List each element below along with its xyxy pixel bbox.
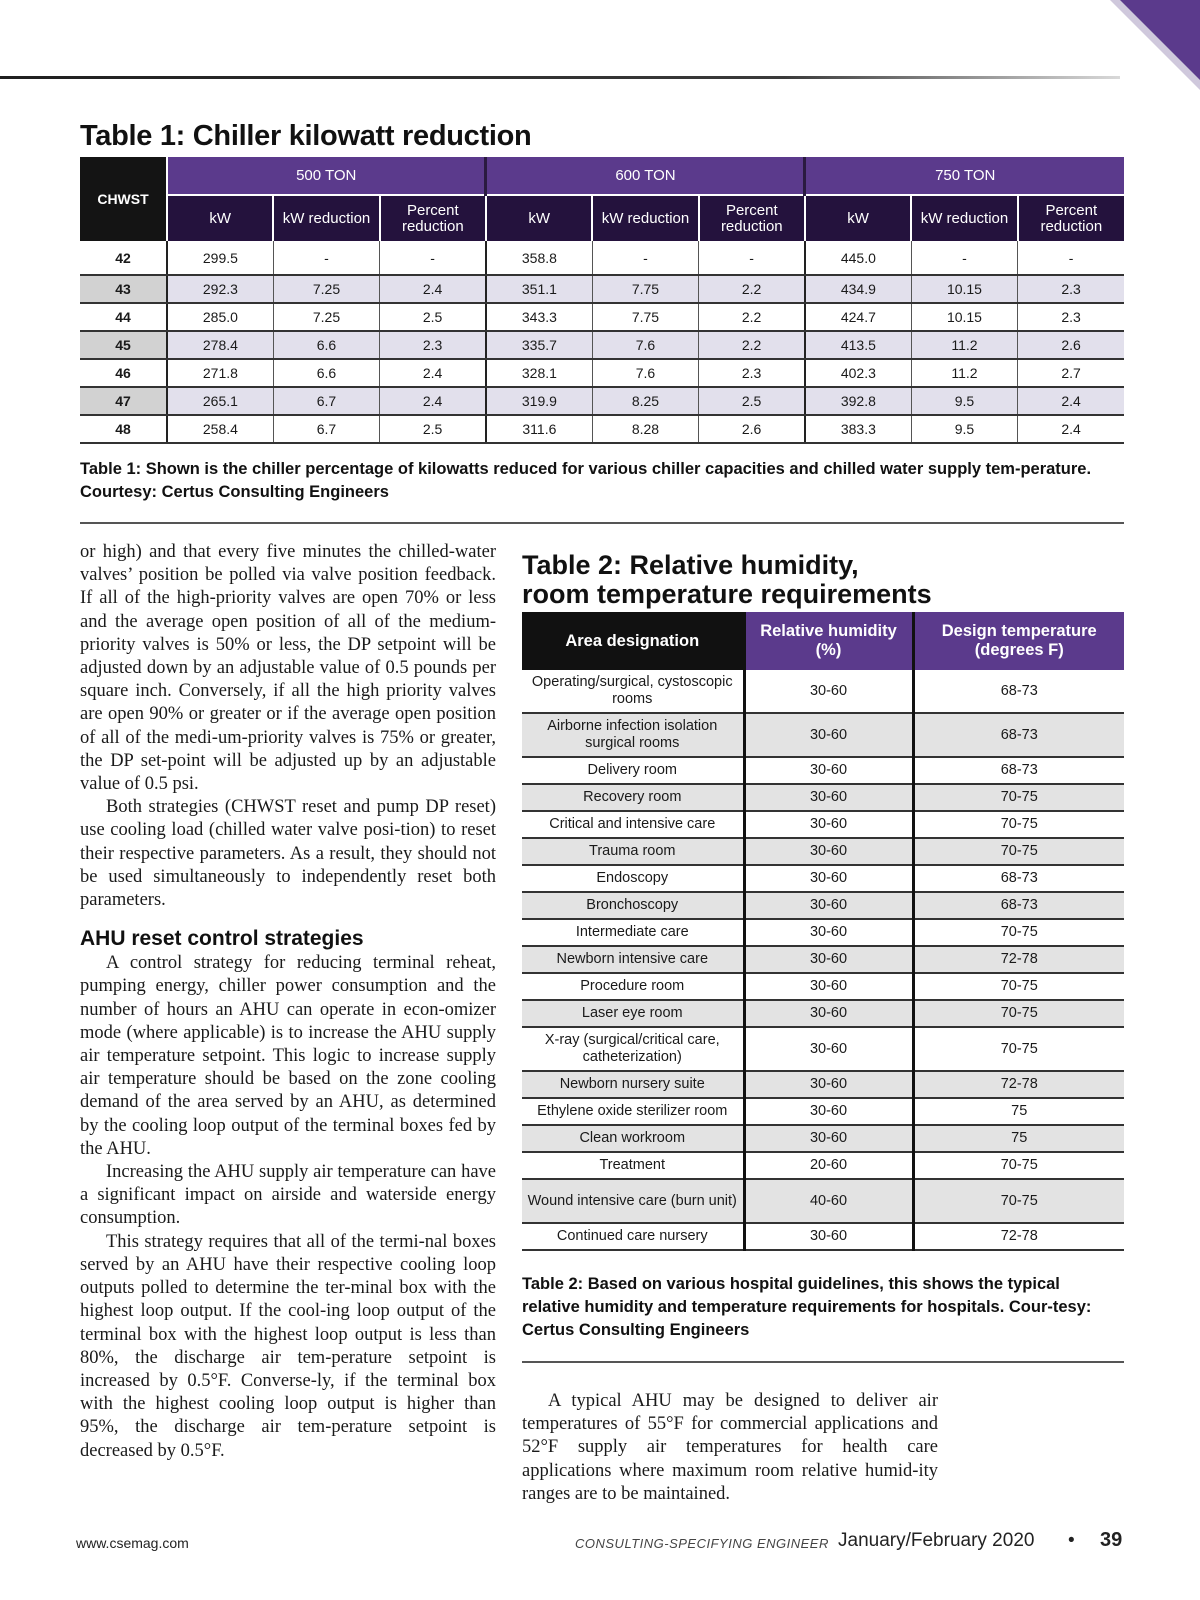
table-cell: 6.7 — [273, 387, 379, 415]
table1-caption: Table 1: Shown is the chiller percentage of kilowatts reduced for various chiller capacities and chilled water supply tem-perature. Courtesy: Certus Consulting Engineers — [80, 460, 1092, 501]
table-cell: 424.7 — [805, 303, 911, 331]
table-cell: 258.4 — [167, 415, 273, 443]
footer-date: January/February 2020 — [838, 1530, 1035, 1551]
table-cell: 2.2 — [699, 303, 805, 331]
table-row — [522, 1152, 1124, 1179]
right-column — [522, 1390, 938, 1506]
row-header-cell: 48 — [80, 415, 167, 443]
table-cell: 8.25 — [592, 387, 698, 415]
table-cell: 20-60 — [744, 1152, 913, 1179]
table-row — [522, 1125, 1124, 1152]
table-cell: 68-73 — [913, 713, 1124, 757]
table1-subheader: kW reduction — [911, 195, 1017, 241]
paragraph: This strategy requires that all of the termi-nal boxes served by an AHU have their respective cooling loop outputs polled to determine the ter-minal box with the highest loop output. If the cool-ing loop output of the terminal box with the highest loop output is less than 80%, the discharge air tem-perature setpoint is increased by 0.5°F. Converse-ly, if the terminal box with the highest cooling loop output is higher than 95%, the discharge air tem-perature setpoint is decreased by 0.5°F. — [80, 1231, 496, 1461]
table-cell: 70-75 — [913, 1152, 1124, 1179]
table-cell: 2.3 — [699, 359, 805, 387]
table-cell: 434.9 — [805, 275, 911, 303]
table-cell: 30-60 — [744, 1125, 913, 1152]
table-cell: 30-60 — [744, 946, 913, 973]
table-cell: 30-60 — [744, 713, 913, 757]
table-cell: 299.5 — [167, 241, 273, 275]
table-cell: 2.3 — [1018, 303, 1124, 331]
table-cell: 271.8 — [167, 359, 273, 387]
table-cell: 30-60 — [744, 757, 913, 784]
table-cell: 7.25 — [273, 275, 379, 303]
caption-rule — [522, 1361, 1124, 1363]
table-cell: 7.6 — [592, 359, 698, 387]
table1-subheader: kW — [167, 195, 273, 241]
table-row — [522, 919, 1124, 946]
table-cell: Continued care nursery — [522, 1223, 744, 1250]
table-cell: 75 — [913, 1125, 1124, 1152]
table-cell: 9.5 — [911, 415, 1017, 443]
table-cell: Delivery room — [522, 757, 744, 784]
table-cell: 70-75 — [913, 1000, 1124, 1027]
table-cell: 70-75 — [913, 973, 1124, 1000]
table-cell: Endoscopy — [522, 865, 744, 892]
table-cell: 30-60 — [744, 973, 913, 1000]
table-cell: Ethylene oxide sterilizer room — [522, 1098, 744, 1125]
table-cell: 2.6 — [699, 415, 805, 443]
table-cell: 2.3 — [380, 331, 486, 359]
table-cell: 30-60 — [744, 784, 913, 811]
table1-row-header: CHWST — [80, 157, 167, 241]
table-cell: 2.5 — [380, 303, 486, 331]
table-cell: 10.15 — [911, 303, 1017, 331]
table-row — [522, 811, 1124, 838]
table-cell: X-ray (surgical/critical care, catheterization) — [522, 1027, 744, 1071]
table2-header-temperature: Design temperature (degrees F) — [913, 612, 1124, 670]
table1-group-750: 750 TON — [805, 157, 1124, 195]
header-rule — [0, 76, 1120, 79]
table-cell: 6.6 — [273, 331, 379, 359]
table-row — [522, 713, 1124, 757]
table-cell: 413.5 — [805, 331, 911, 359]
table-cell: 445.0 — [805, 241, 911, 275]
table-cell: - — [699, 241, 805, 275]
table-cell: 9.5 — [911, 387, 1017, 415]
table-row — [522, 892, 1124, 919]
table-row — [522, 838, 1124, 865]
table-cell: Clean workroom — [522, 1125, 744, 1152]
table-cell: 2.5 — [380, 415, 486, 443]
table-cell: 70-75 — [913, 811, 1124, 838]
footer-bullet: • — [1068, 1530, 1075, 1551]
table-cell: 70-75 — [913, 784, 1124, 811]
table-row — [80, 275, 1124, 303]
table-cell: 68-73 — [913, 670, 1124, 713]
table-cell: 72-78 — [913, 1223, 1124, 1250]
table-cell: 72-78 — [913, 1071, 1124, 1098]
table-row — [522, 865, 1124, 892]
table1-subheader: Percent reduction — [1018, 195, 1124, 241]
table-cell: 70-75 — [913, 1179, 1124, 1223]
table1-group-600: 600 TON — [486, 157, 805, 195]
paragraph: Both strategies (CHWST reset and pump DP reset) use cooling load (chilled water valve posi-tion) to reset their respective parameters. As a result, they should not be used simultaneously to independently reset both parameters. — [80, 797, 496, 911]
table-cell: 40-60 — [744, 1179, 913, 1223]
table-cell: 6.6 — [273, 359, 379, 387]
table-row — [522, 946, 1124, 973]
table-cell: 30-60 — [744, 1098, 913, 1125]
row-header-cell: 42 — [80, 241, 167, 275]
table-cell: 30-60 — [744, 811, 913, 838]
table-cell: 285.0 — [167, 303, 273, 331]
row-header-cell: 45 — [80, 331, 167, 359]
page-number: 39 — [1100, 1529, 1123, 1551]
table-cell: 7.25 — [273, 303, 379, 331]
paragraph: or high) and that every five minutes the chilled-water valves’ position be polled via valve position feedback. If all of the high-priority valves are open 70% or less and the average open position of all of the medium-priority valves is 50% or less, the DP setpoint will be adjusted down by an adjustable value of 0.5 pounds per square inch. Conversely, if all the high priority valves are open 90% or greater or if the average open position of all of the medi-um-priority valves is 75% or greater, the DP set-point will be adjusted up by an adjustable value of 0.5 psi. — [80, 542, 496, 795]
table-cell: - — [1018, 241, 1124, 275]
table-row — [80, 359, 1124, 387]
table-cell: 30-60 — [744, 838, 913, 865]
table-cell: 30-60 — [744, 919, 913, 946]
table-cell: - — [273, 241, 379, 275]
table-row — [522, 1071, 1124, 1098]
left-column — [80, 541, 496, 1463]
table-cell: 7.75 — [592, 303, 698, 331]
table-cell: 358.8 — [486, 241, 592, 275]
table-cell: Newborn nursery suite — [522, 1071, 744, 1098]
table-cell: 328.1 — [486, 359, 592, 387]
corner-decoration — [1110, 0, 1200, 90]
table-cell: 343.3 — [486, 303, 592, 331]
table1-subheader: kW reduction — [592, 195, 698, 241]
table-cell: 319.9 — [486, 387, 592, 415]
table-cell: 11.2 — [911, 331, 1017, 359]
table-cell: Wound intensive care (burn unit) — [522, 1179, 744, 1223]
table-cell: 292.3 — [167, 275, 273, 303]
table-cell: Laser eye room — [522, 1000, 744, 1027]
table-cell: 68-73 — [913, 892, 1124, 919]
table-cell: 351.1 — [486, 275, 592, 303]
table-cell: 30-60 — [744, 1071, 913, 1098]
table-cell: 265.1 — [167, 387, 273, 415]
table-row — [80, 331, 1124, 359]
table-cell: 7.75 — [592, 275, 698, 303]
row-header-cell: 43 — [80, 275, 167, 303]
table-cell: 2.4 — [380, 359, 486, 387]
table-row — [522, 973, 1124, 1000]
section-heading: AHU reset control strategies — [80, 927, 364, 951]
table-cell: Recovery room — [522, 784, 744, 811]
table-cell: 10.15 — [911, 275, 1017, 303]
table1-subheader: Percent reduction — [699, 195, 805, 241]
table-row — [80, 303, 1124, 331]
table-cell: 8.28 — [592, 415, 698, 443]
row-header-cell: 44 — [80, 303, 167, 331]
row-header-cell: 47 — [80, 387, 167, 415]
table-row — [522, 670, 1124, 713]
table-cell: 2.5 — [699, 387, 805, 415]
table-cell: 2.7 — [1018, 359, 1124, 387]
table2-title — [522, 551, 1122, 609]
table-row — [80, 415, 1124, 443]
table-cell: 402.3 — [805, 359, 911, 387]
table-row — [522, 1179, 1124, 1223]
table-cell: 2.4 — [1018, 415, 1124, 443]
table2-title-line2: room temperature requirements — [522, 579, 932, 609]
table-row — [522, 757, 1124, 784]
table-cell: Bronchoscopy — [522, 892, 744, 919]
table1-subheader: kW — [805, 195, 911, 241]
table-cell: 75 — [913, 1098, 1124, 1125]
table-cell: Critical and intensive care — [522, 811, 744, 838]
table-row — [522, 1000, 1124, 1027]
table-cell: 2.4 — [1018, 387, 1124, 415]
table1-subheader: kW reduction — [273, 195, 379, 241]
table-cell: Operating/surgical, cystoscopic rooms — [522, 670, 744, 713]
table-cell: 392.8 — [805, 387, 911, 415]
table-cell: 278.4 — [167, 331, 273, 359]
table-cell: 30-60 — [744, 1223, 913, 1250]
table-cell: 383.3 — [805, 415, 911, 443]
table-cell: 30-60 — [744, 892, 913, 919]
table2-header-humidity: Relative humidity (%) — [744, 612, 913, 670]
table2-header-area: Area designation — [522, 612, 744, 670]
table-cell: 2.2 — [699, 275, 805, 303]
table2-caption: Table 2: Based on various hospital guidelines, this shows the typical relative humidity and temperature requirements for hospitals. Cour-tesy: Certus Consulting Engineers — [522, 1275, 1092, 1339]
paragraph: A control strategy for reducing terminal reheat, pumping energy, chiller power consumption and the number of hours an AHU can operate in econ-omizer mode (where applicable) is to increase the AHU supply air temperature setpoint. This logic to increase supply air temperature should be based on the zone cooling demand of the area served by an AHU, as determined by the cooling loop output of the terminal boxes fed by the AHU. — [80, 953, 496, 1159]
table-row — [522, 1098, 1124, 1125]
table-cell: - — [592, 241, 698, 275]
table-cell: 30-60 — [744, 865, 913, 892]
paragraph: A typical AHU may be designed to deliver air temperatures of 55°F for commercial applications and 52°F supply air temperatures for health care applications where maximum room relative humid-ity ranges are to be maintained. — [522, 1391, 938, 1504]
table-cell: 70-75 — [913, 1027, 1124, 1071]
table-row — [522, 1027, 1124, 1071]
table1-subheader: Percent reduction — [380, 195, 486, 241]
table-cell: 2.6 — [1018, 331, 1124, 359]
table-cell: 11.2 — [911, 359, 1017, 387]
table-row — [522, 784, 1124, 811]
table-row — [80, 387, 1124, 415]
table-cell: - — [911, 241, 1017, 275]
paragraph: Increasing the AHU supply air temperature can have a significant impact on airside and waterside energy consumption. — [80, 1162, 496, 1229]
table1-title: Table 1: Chiller kilowatt reduction — [80, 120, 532, 152]
caption-rule — [80, 522, 1124, 524]
table-cell: - — [380, 241, 486, 275]
table-cell: Treatment — [522, 1152, 744, 1179]
table-cell: 30-60 — [744, 1027, 913, 1071]
table-cell: Intermediate care — [522, 919, 744, 946]
table-cell: 72-78 — [913, 946, 1124, 973]
table-cell: Airborne infection isolation surgical rooms — [522, 713, 744, 757]
table-cell: 70-75 — [913, 838, 1124, 865]
table-cell: 30-60 — [744, 670, 913, 713]
footer-url[interactable]: www.csemag.com — [76, 1535, 189, 1551]
row-header-cell: 46 — [80, 359, 167, 387]
table1 — [80, 157, 1124, 444]
table-row — [80, 241, 1124, 275]
table-cell: 6.7 — [273, 415, 379, 443]
table-cell: 2.4 — [380, 387, 486, 415]
table-cell: Procedure room — [522, 973, 744, 1000]
table1-subheader: kW — [486, 195, 592, 241]
table2 — [522, 612, 1124, 1251]
table-cell: 2.3 — [1018, 275, 1124, 303]
table-cell: 70-75 — [913, 919, 1124, 946]
table-row — [522, 1223, 1124, 1250]
table-cell: 2.2 — [699, 331, 805, 359]
table-cell: 335.7 — [486, 331, 592, 359]
footer-magazine: CONSULTING-SPECIFYING ENGINEER — [575, 1536, 829, 1551]
table-cell: Trauma room — [522, 838, 744, 865]
table-cell: 68-73 — [913, 865, 1124, 892]
table2-title-line1: Table 2: Relative humidity, — [522, 550, 859, 580]
table1-group-500: 500 TON — [167, 157, 486, 195]
table-cell: 30-60 — [744, 1000, 913, 1027]
table-cell: 68-73 — [913, 757, 1124, 784]
table-cell: Newborn intensive care — [522, 946, 744, 973]
table-cell: 7.6 — [592, 331, 698, 359]
table-cell: 2.4 — [380, 275, 486, 303]
table-cell: 311.6 — [486, 415, 592, 443]
